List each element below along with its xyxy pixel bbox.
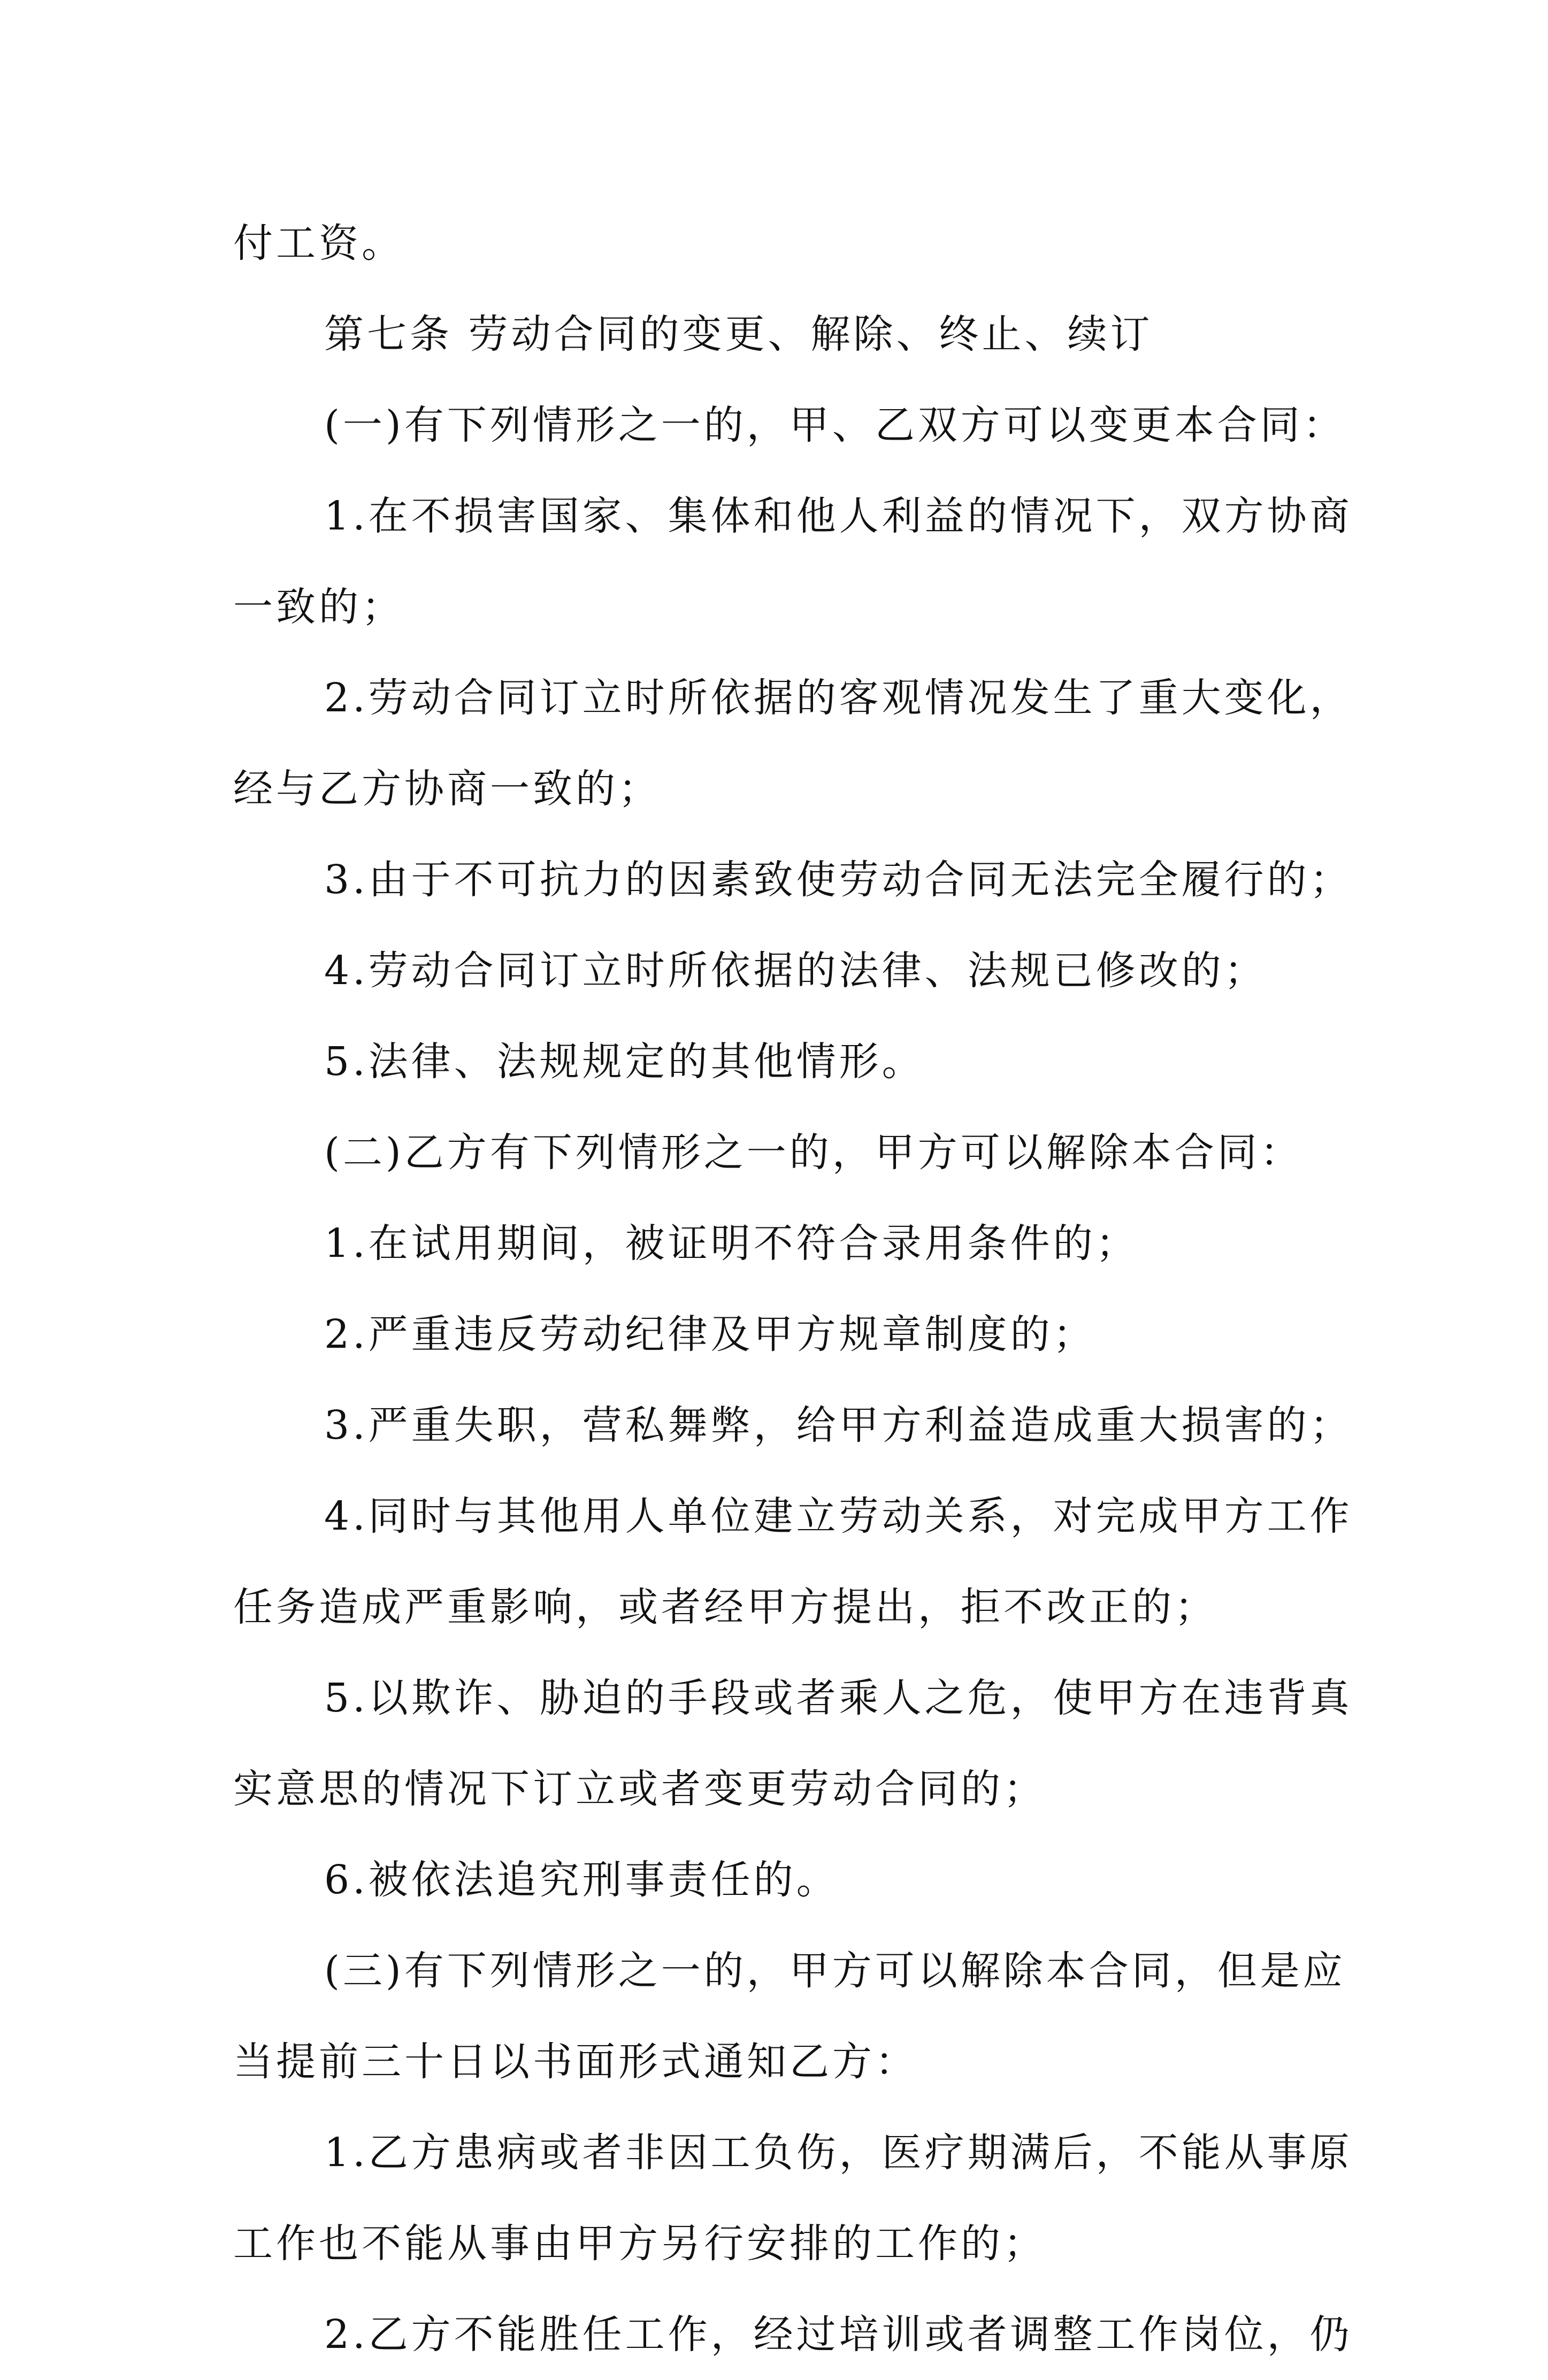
text-line: 3.严重失职，营私舞弊，给甲方利益造成重大损害的；	[324, 1402, 1353, 1448]
text-line: 2.严重违反劳动纪律及甲方规章制度的；	[324, 1311, 1096, 1357]
text-line: 5.法律、法规规定的其他情形。	[324, 1039, 925, 1085]
text-line: 6.被依法追究刑事责任的。	[324, 1857, 839, 1903]
text-line: 1.在不损害国家、集体和他人利益的情况下，双方协商	[324, 493, 1353, 539]
text-line: 一致的；	[233, 584, 404, 630]
text-line: 4.同时与其他用人单位建立劳动关系，对完成甲方工作	[324, 1493, 1353, 1539]
text-line: 1.在试用期间，被证明不符合录用条件的；	[324, 1220, 1139, 1266]
section-heading: (一)有下列情形之一的，甲、乙双方可以变更本合同：	[324, 402, 1346, 448]
text-line: 任务造成严重影响，或者经甲方提出，拒不改正的；	[233, 1584, 1217, 1630]
document-body	[233, 198, 1353, 2380]
text-line: 5.以欺诈、胁迫的手段或者乘人之危，使甲方在违背真	[324, 1675, 1353, 1721]
section-heading: (二)乙方有下列情形之一的，甲方可以解除本合同：	[324, 1130, 1303, 1176]
text-line: 当提前三十日以书面形式通知乙方：	[233, 2039, 918, 2085]
text-line: 2.乙方不能胜任工作，经过培训或者调整工作岗位，仍	[324, 2312, 1353, 2358]
text-line: 1.乙方患病或者非因工负伤，医疗期满后，不能从事原	[324, 2130, 1353, 2176]
text-line: 实意思的情况下订立或者变更劳动合同的；	[233, 1766, 1046, 1812]
text-line: 经与乙方协商一致的；	[233, 766, 661, 812]
text-line: 3.由于不可抗力的因素致使劳动合同无法完全履行的；	[324, 857, 1353, 903]
article-heading: 第七条 劳动合同的变更、解除、终止、续订	[324, 311, 1153, 357]
text-line: 付工资。	[233, 220, 404, 266]
text-line: 工作也不能从事由甲方另行安排的工作的；	[233, 2221, 1046, 2267]
text-line: 4.劳动合同订立时所依据的法律、法规已修改的；	[324, 948, 1267, 994]
text-line: 2.劳动合同订立时所依据的客观情况发生了重大变化，	[324, 675, 1353, 721]
section-heading: (三)有下列情形之一的，甲方可以解除本合同，但是应	[324, 1948, 1346, 1994]
